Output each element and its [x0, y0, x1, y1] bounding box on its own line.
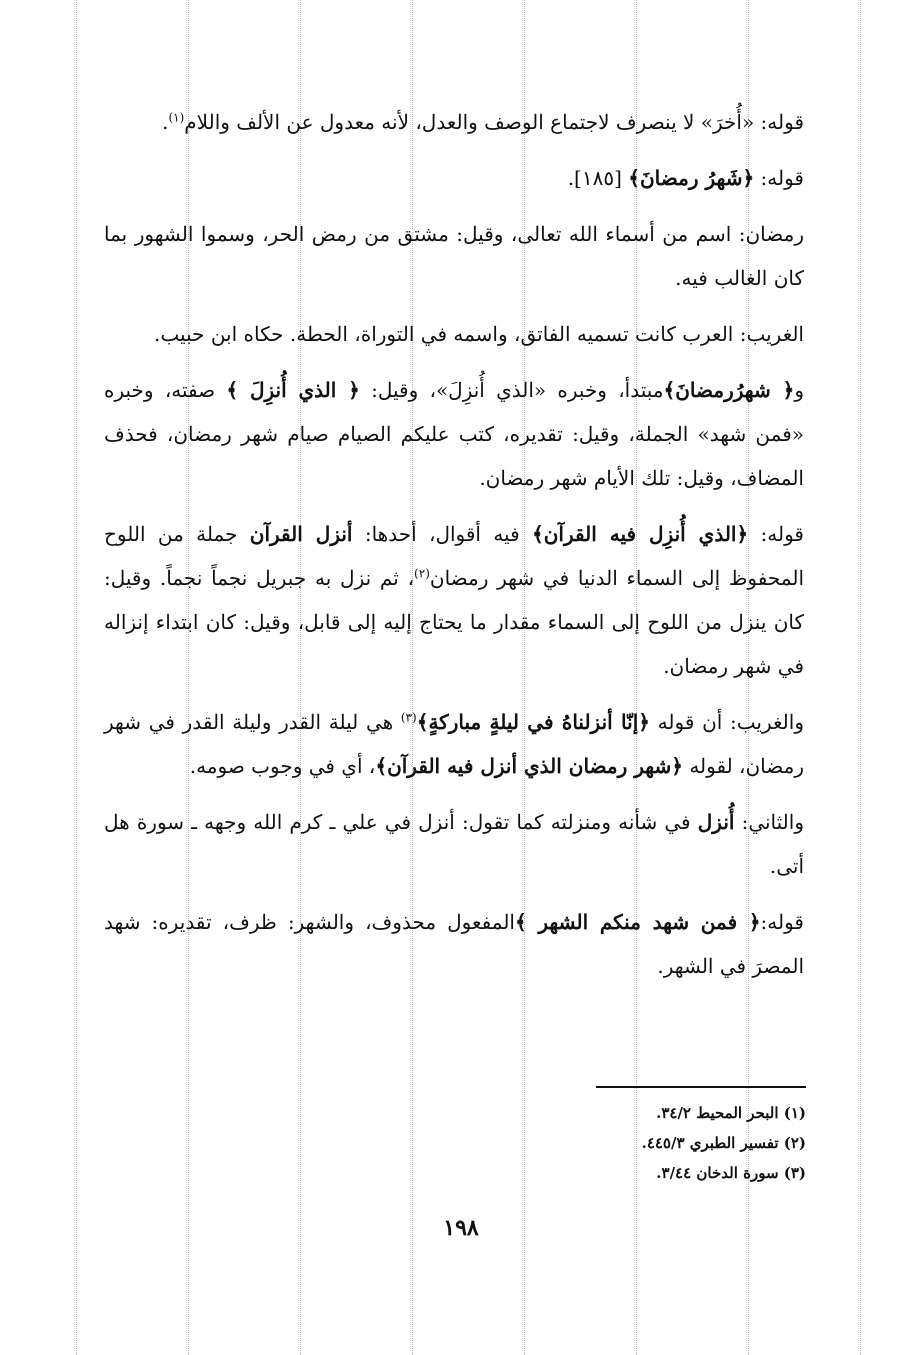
text-run: في شأنه ومنزلته كما تقول: أنزل في علي ـ كرم الله وجهه ـ سورة هل أتى.	[104, 810, 804, 878]
paragraph-verse-heading	[104, 156, 804, 200]
paragraph-revelation	[104, 512, 804, 688]
paragraph-who-witnesses	[104, 900, 804, 988]
bold-phrase: أُنزل	[697, 810, 735, 834]
text-run: قوله:	[760, 910, 804, 934]
footnote-ref: (٣)	[400, 710, 417, 725]
footnote-ref: (١)	[168, 110, 185, 125]
footnote-ref: (٢)	[414, 566, 430, 581]
bold-phrase: أنزل القرآن	[249, 522, 353, 546]
text-run: والغريب: أن قوله	[649, 710, 804, 734]
scan-dotted-line	[860, 0, 861, 1355]
text-run: مبتدأ، وخبره «الذي أُنزِلَ»، وقيل:	[359, 378, 664, 402]
paragraph-ukhar	[104, 100, 804, 144]
paragraph-second-opinion	[104, 800, 804, 888]
text-run: هي ليلة القدر وليلة القدر في شهر رمضان، لقوله	[104, 710, 804, 778]
paragraph-grammar	[104, 368, 804, 500]
text-run: صفته، وخبره «فمن شهد» الجملة، وقيل: تقديره، كتب عليكم الصيام صيام شهر رمضان، فحذف المضاف، وقيل: تلك الأيام شهر رمضان.	[104, 378, 804, 490]
page-body	[104, 100, 804, 1000]
verse-number: [١٨٥].	[567, 166, 629, 190]
footnote-3: (٣) سورة الدخان ٣/٤٤.	[656, 1164, 806, 1182]
page-number: ١٩٨	[443, 1215, 479, 1241]
text-run: ، ثم نزل به جبريل نجماً نجماً. وقيل: كان ينزل من اللوح إلى السماء مقدار ما يحتاج إليه إلى قابل، وقيل: كان ابتداء إنزاله في شهر رمضان.	[104, 566, 804, 678]
text-run: المفعول محذوف، والشهر: ظرف، تقديره: شهد المصرَ في الشهر.	[104, 910, 804, 978]
text-run: و	[794, 378, 804, 402]
quran-quote: ﴿شهر رمضان الذي أنزل فيه القرآن﴾	[375, 754, 683, 778]
text-run: رمضان: اسم من أسماء الله تعالى، وقيل: مشتق من رمض الحر، وسموا الشهور بما كان الغالب فيه.	[104, 222, 804, 290]
text-run: .	[162, 110, 169, 134]
text-run: الغريب: العرب كانت تسميه الفاتق، واسمه في التوراة، الحطة. حكاه ابن حبيب.	[154, 322, 804, 346]
text-run: جملة من اللوح المحفوظ إلى السماء الدنيا في شهر رمضان	[104, 522, 805, 590]
footnotes	[386, 1098, 806, 1188]
quran-quote: ﴿الذي أُنزِل فيه القرآن﴾	[532, 522, 749, 546]
text-run: ، أي في وجوب صومه.	[189, 754, 376, 778]
quran-quote: ﴿ فمن شهد منكم الشهر ﴾	[514, 910, 761, 934]
scan-dotted-line	[76, 0, 77, 1355]
text-run: قوله: «أُخرَ» لا ينصرف لاجتماع الوصف والعدل، لأنه معدول عن الألف واللام	[184, 110, 804, 134]
text-run: قوله:	[754, 166, 804, 190]
quran-quote: ﴿شَهرُ رمضانَ﴾	[628, 166, 755, 190]
text-run: قوله:	[748, 522, 804, 546]
footnote-1: (١) البحر المحيط ٣٤/٢.	[656, 1104, 806, 1122]
text-run: فيه أقوال، أحدها:	[352, 522, 533, 546]
paragraph-gharib-name	[104, 312, 804, 356]
footnote-divider	[596, 1086, 806, 1088]
footnote-2: (٢) تفسير الطبري ٤٤٥/٣.	[641, 1134, 806, 1152]
quran-quote: ﴿إنّا أنزلناهُ في ليلةٍ مباركةٍ﴾	[416, 710, 650, 734]
quran-quote: ﴿ الذي أُنزِلَ ﴾	[226, 378, 360, 402]
quran-quote: ﴿ شهرُرمضانَ﴾	[663, 378, 795, 402]
paragraph-laylat-alqadr	[104, 700, 804, 788]
text-run: والثاني:	[734, 810, 804, 834]
paragraph-ramadan-meaning	[104, 212, 804, 300]
